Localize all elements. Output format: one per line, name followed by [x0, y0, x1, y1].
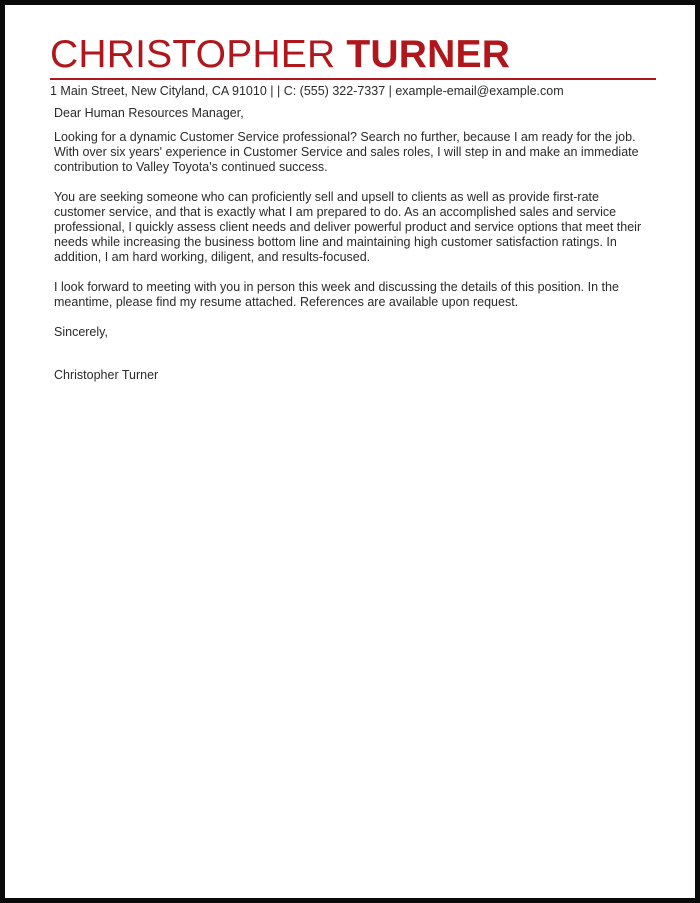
header-divider	[50, 78, 656, 80]
contact-line: 1 Main Street, New Cityland, CA 91010 | | C: (555) 322-7337 | example-email@example.com	[50, 84, 564, 98]
paragraph-closing: I look forward to meeting with you in person this week and discussing the details of this position. In the meantime, please find my resume attached. References are available upon request.	[54, 280, 619, 309]
closing-phrase: Sincerely,	[54, 325, 108, 339]
first-name: CHRISTOPHER	[50, 33, 336, 76]
paragraph-qualifications: You are seeking someone who can proficiently sell and upsell to clients as well as provide first-rate customer service, and that is exactly what I am prepared to do. As an accomplished sales and service professional, I quickly assess client needs and deliver powerful product and service options that meet their needs while increasing the business bottom line and maintaining high customer satisfaction ratings. In addition, I am hard working, diligent, and results-focused.	[54, 190, 642, 264]
signature-name: Christopher Turner	[54, 368, 159, 382]
paragraph-intro: Looking for a dynamic Customer Service professional? Search no further, because I am ready for the job. With over six years' experience in Customer Service and sales roles, I will step in and make an immediate contribution to Valley Toyota's continued success.	[54, 130, 639, 174]
applicant-name	[50, 33, 656, 77]
last-name: TURNER	[346, 33, 511, 76]
letter-body	[54, 106, 644, 398]
letter-header	[50, 33, 656, 99]
salutation: Dear Human Resources Manager,	[54, 106, 244, 120]
